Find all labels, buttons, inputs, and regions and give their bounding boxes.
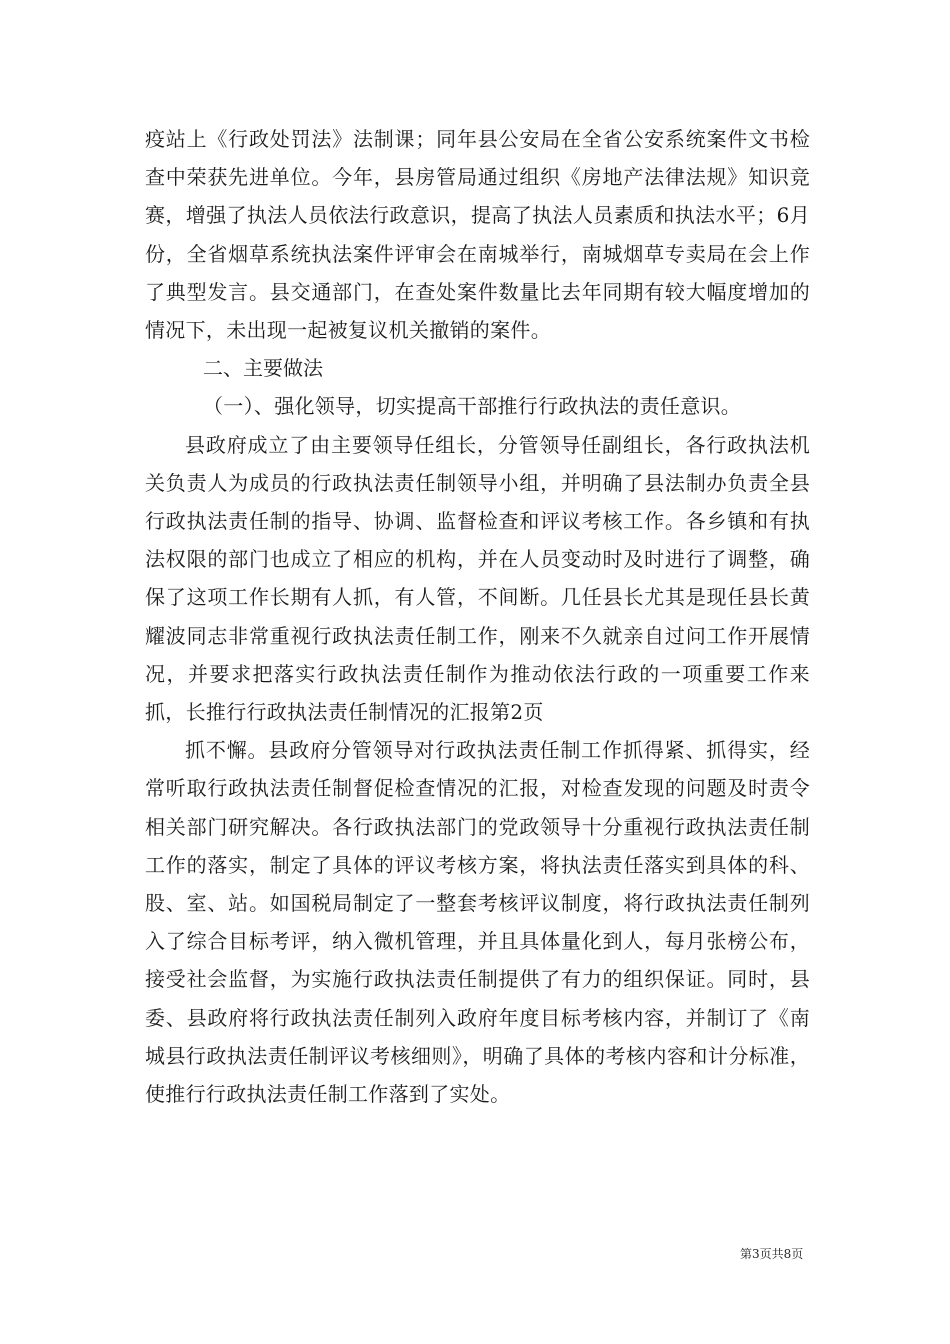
section-heading: 二、主要做法: [203, 356, 323, 381]
paragraph-implementation: 抓不懈。县政府分管领导对行政执法责任制工作抓得紧、抓得实，经常听取行政执法责任制督促检查情况的汇报，对检查发现的问题及时责令相关部门研究解决。各行政执法部门的党政领导十分重视行政执法责任制工作的落实，制定了具体的评议考核方案，将执法责任落实到具体的科、股、室、站。如国税局制定了一整套考核评议制度，将行政执法责任制列入了综合目标考评，纳入微机管理，并且具体量化到人，每月张榜公布，接受社会监督，为实施行政执法责任制提供了有力的组织保证。同时，县委、县政府将行政执法责任制列入政府年度目标考核内容，并制订了《南城县行政执法责任制评议考核细则》，明确了具体的考核内容和计分标准，使推行行政执法责任制工作落到了实处。: [145, 738, 810, 1107]
subsection-heading: （一）、强化领导，切实提高干部推行行政执法的责任意识。: [203, 394, 742, 419]
document-body: [145, 120, 810, 1113]
page-number: 第3页共8页: [740, 1247, 804, 1261]
paragraph-continuation: 疫站上《行政处罚法》法制课；同年县公安局在全省公安系统案件文书检查中荣获先进单位。今年，县房管局通过组织《房地产法律法规》知识竞赛，增强了执法人员依法行政意识，提高了执法人员素质和执法水平；6月份，全省烟草系统执法案件评审会在南城举行，南城烟草专卖局在会上作了典型发言。县交通部门，在查处案件数量比去年同期有较大幅度增加的情况下，未出现一起被复议机关撤销的案件。: [145, 127, 810, 343]
paragraph-leadership-group: 县政府成立了由主要领导任组长，分管领导任副组长，各行政执法机关负责人为成员的行政执法责任制领导小组，并明确了县法制办负责全县行政执法责任制的指导、协调、监督检查和评议考核工作。各乡镇和有执法权限的部门也成立了相应的机构，并在人员变动时及时进行了调整，确保了这项工作长期有人抓，有人管，不间断。几任县长尤其是现任县长黄耀波同志非常重视行政执法责任制工作，刚来不久就亲自过问工作开展情况，并要求把落实行政执法责任制作为推动依法行政的一项重要工作来抓，长推行行政执法责任制情况的汇报第2页: [145, 432, 810, 725]
